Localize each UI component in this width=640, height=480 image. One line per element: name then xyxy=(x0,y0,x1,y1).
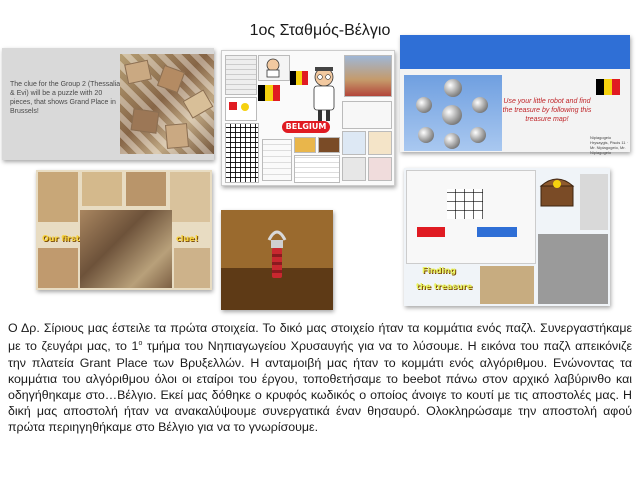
hands-photo-b xyxy=(82,172,122,206)
belgium-banner: BELGIUM xyxy=(282,121,330,133)
cartoon-thumbnail xyxy=(258,55,290,81)
chocolate-thumbnail xyxy=(318,137,340,153)
paragraph-part-1: Ο Δρ. Σίριους μας έστειλε τα πρώτα στοιχεία. Το δικό μας στοιχείο ήταν τα κομμάτια ενός παζλ. Συνεργαστήκαμε με το ζευγάρι μας, το 1 xyxy=(8,321,632,354)
atomium-photo xyxy=(400,35,630,155)
the-treasure-label: the treasure xyxy=(416,282,473,291)
grand-place-thumbnail xyxy=(344,55,392,97)
blue-code-strip xyxy=(477,227,517,237)
text-page-thumbnail xyxy=(262,139,292,181)
room-photo xyxy=(580,174,608,230)
school-address-text: Nipiagogeio Hrysaygis, Piscis 11 · Mr. Nipiagogeio, Mr. Nipiagogeio xyxy=(590,135,628,155)
puzzle-image xyxy=(120,54,214,154)
atomium-picture xyxy=(404,75,502,151)
screen-photo xyxy=(406,170,536,264)
ordinal-superscript: ο xyxy=(138,340,143,348)
hands-photo-e xyxy=(38,248,78,288)
grid-board xyxy=(447,189,483,219)
shapes-thumbnail xyxy=(225,97,257,121)
description-paragraph xyxy=(8,320,632,436)
hands-photo-c xyxy=(126,172,166,206)
pictures-thumbnail xyxy=(342,101,392,129)
waffle-thumbnail xyxy=(294,137,316,153)
paragraph-part-2: τμήμα του Νηπιαγωγείου Χρυσαυγής για να το λύσουμε. Η εικόνα του παζλ απεικόνιζε την πλατεία Grant Place των Βρυξελλών. Η ανταμοιβή μας ήταν το κομμάτι ενός αλγόριθμου. Ενώνοντας τα κομμάτια του αλγόριθμου όλοι οι εταίροι του έργου, τοποθετήσαμε το beebot πάνω στον αρχικό λαβύρινθο και οδηγήθηκαμε στο…Βέλγιο. Εκεί μας δόθηκε ο κρυφός κωδικός ο οποίος άνοιγε το κουτί με τις αποστολές μας. Η δική μας αποστολή ήταν να ανακαλύψουμε συνεργατικά έναν θησαυρό. Ολοκληρώσαμε την αποστολή αφού πρώτα περιηγηθήκαμε στο Βέλγιο για να το γνωρίσουμε. xyxy=(8,339,632,435)
assembled-puzzle xyxy=(80,210,172,288)
small-thumbnail-d xyxy=(368,157,392,181)
red-code-strip xyxy=(417,227,445,237)
first-clue-collage xyxy=(36,170,212,290)
detective-figure xyxy=(306,65,342,123)
hands-photo-f xyxy=(174,248,210,288)
hands-photo-a xyxy=(38,172,78,222)
treasure-map-text: Use your little robot and find the treasure by following this treasure map! xyxy=(502,98,592,123)
belgium-flag xyxy=(596,79,620,95)
hands-photo-d xyxy=(170,172,210,222)
clue-label: clue! xyxy=(176,234,199,243)
page-title: 1ος Σταθμός-Βέλγιο xyxy=(249,22,391,39)
treasure-chest-icon xyxy=(538,174,576,208)
puzzle-clue-caption: The clue for the Group 2 (Thessalia & Evi) will be a puzzle with 20 pieces, that shows Grand Place in Brussels! xyxy=(10,81,121,115)
worksheet-thumbnail xyxy=(225,55,257,95)
combination-lock-photo xyxy=(221,210,333,310)
lock-icon xyxy=(221,210,333,310)
blue-band xyxy=(400,35,630,69)
activities-collage xyxy=(221,50,395,186)
small-thumbnail-a xyxy=(342,131,366,155)
children-photo xyxy=(538,234,608,304)
maze-thumbnail xyxy=(225,123,259,183)
finding-label: Finding xyxy=(422,266,456,275)
beebot-photo xyxy=(480,266,534,304)
small-thumbnail-b xyxy=(368,131,392,155)
belgium-flag-large xyxy=(258,85,280,101)
puzzle-clue-photo xyxy=(2,48,214,160)
worksheet-thumbnail-b xyxy=(294,155,340,183)
small-thumbnail-c xyxy=(342,157,366,181)
finding-treasure-collage xyxy=(404,168,610,306)
our-first-label: Our first xyxy=(42,234,80,243)
